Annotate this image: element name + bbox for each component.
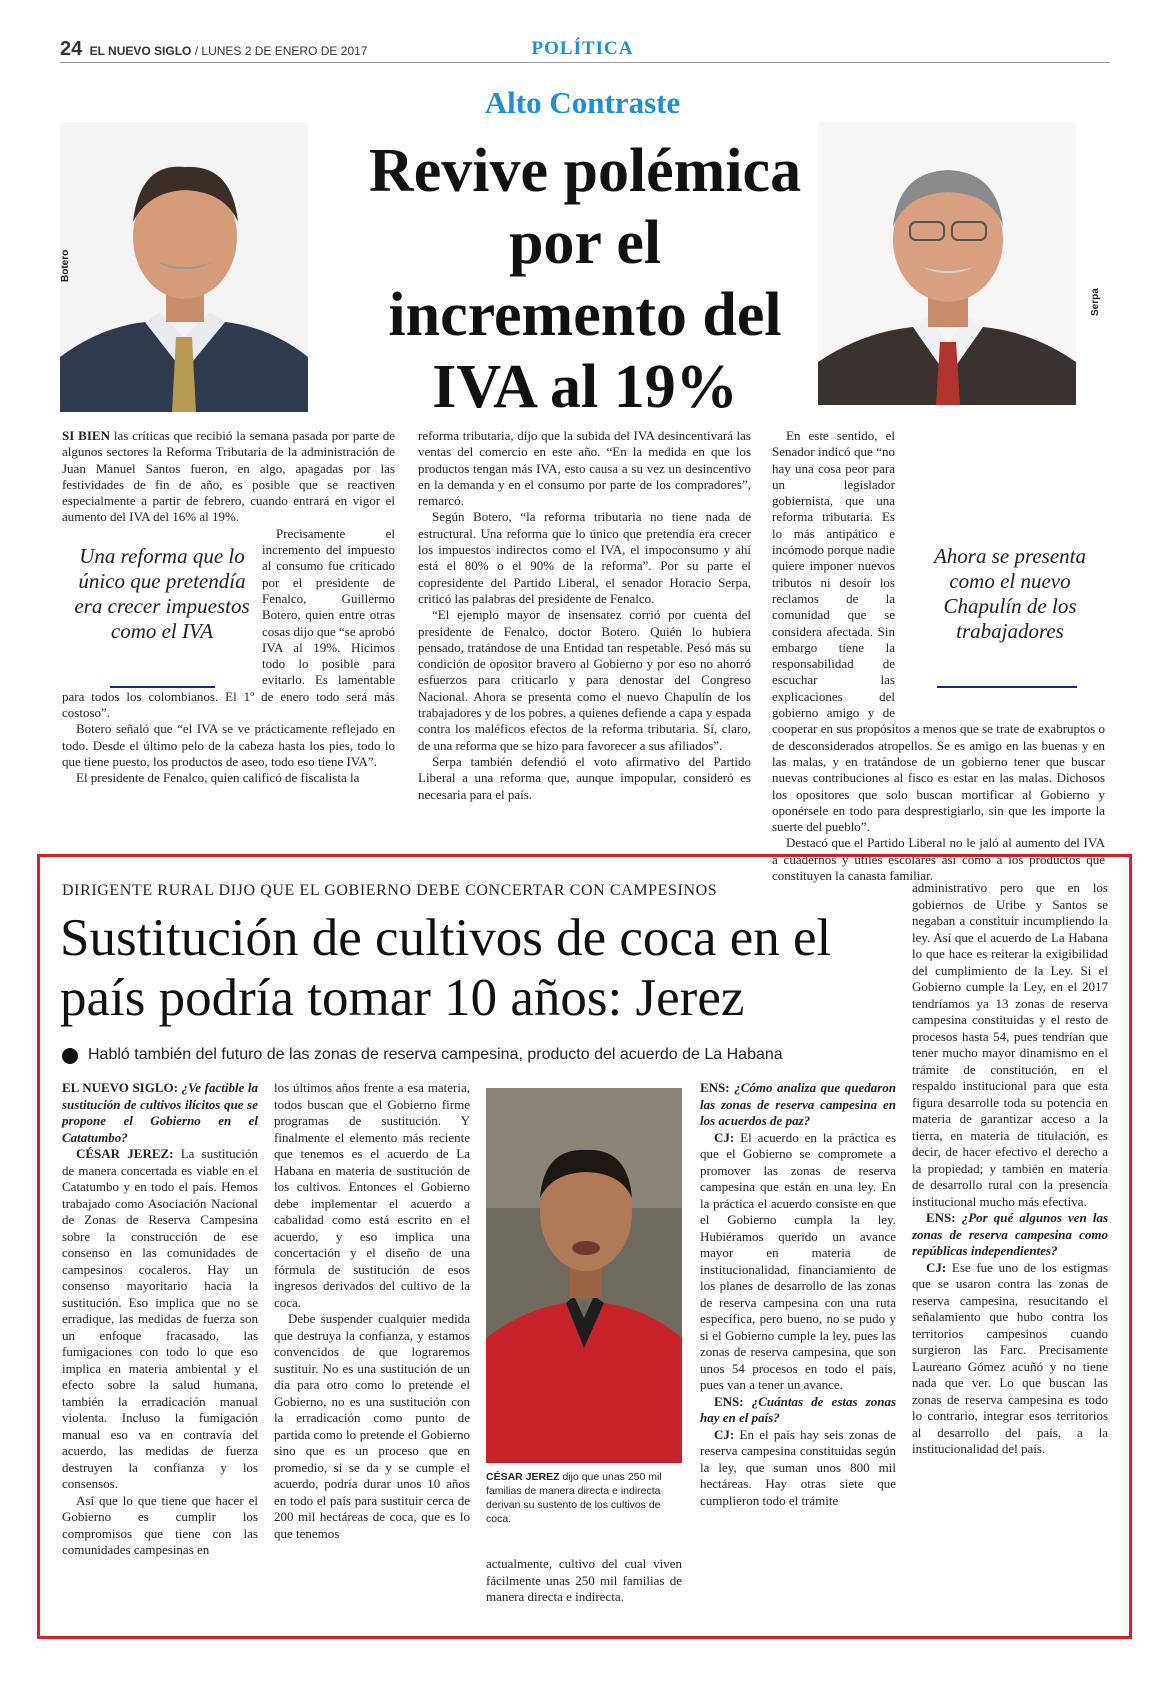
question-text: ¿Por qué algunos ven las zonas de reserva campesina como repúblicas independientes? <box>912 1210 1108 1258</box>
article1-paragraph: En este sentido, el Senador indicó que “no hay una cosa peor para un legislador gobiernista, que una reforma tributaria. Es lo más antipático e incómodo porque nadie quiere imponer nuevos tributos ni desoír los reclamos de la comunidad que se considera afectada. Sin embargo tiene la responsabilidad de escuchar las explicaciones del gobierno amigo y de cooperar en sus propósitos a menos que se trate de exabruptos o de desconsiderados atropellos. Se es amigo en las buenas y en las malas, y en tratándose de un gobierno tener que buscar nuevas contribuciones al fisco es estar en las malas. Dichosos los opositores que solo buscan mortificar al Gobierno y oponérsele en todo para desprestigiarlo, sin que les importe la suerte del pueblo”. <box>772 428 1105 835</box>
issue-date: / LUNES 2 DE ENERO DE 2017 <box>194 44 368 58</box>
article2-column-5 <box>912 880 1108 1458</box>
article1-kicker: Alto Contraste <box>484 85 681 120</box>
article1-paragraph: Botero señaló que “el IVA se ve prácticamente reflejado en todo. Desde el último pelo de la cabeza hasta los pies, todo lo que tiene puesto, los productos de aseo, todo eso tiene IVA”. <box>62 721 395 769</box>
page-number: 24 <box>60 38 83 60</box>
question-text: ¿Cómo analiza que quedaron las zonas de reserva campesina en los acuerdos de paz? <box>700 1080 896 1128</box>
article2-paragraph: Debe suspender cualquier medida que destruya la confianza, y estamos convencidos de que lograremos sustituir. No es una sustitución de un día para otro como lo pretende el Gobierno, no es una sustitución con la erradicación como punto de partida como lo pretende el Gobierno sino que es un proceso que en promedio, si se da y se cumple el acuerdo, podría durar unos 10 años en todo el país para sustituir cerca de 200 mil hectáreas de coca, que es lo que tenemos <box>274 1311 470 1541</box>
answer-label: CÉSAR JEREZ: <box>76 1146 174 1161</box>
jerez-photo-caption <box>486 1470 682 1526</box>
question-text: ¿Ve factible la sustitución de cultivos ilícitos que se propone el Gobierno en el Catatumbo? <box>62 1080 259 1145</box>
article1-paragraph: Serpa también defendió el voto afirmativo del Partido Liberal a una reforma que, aunque impopular, consideró es necesaria para el país. <box>418 753 751 802</box>
article2-column-2 <box>274 1080 470 1542</box>
article2-paragraph: actualmente, cultivo del cual viven fácilmente unas 250 mil familias de manera directa e indirecta. <box>486 1556 682 1604</box>
pullquote-left-rule <box>110 686 215 688</box>
article2-paragraph: los últimos años frente a esa materia, todos buscan que el Gobierno firme programas de sustitución. Y finalmente el elemento más reciente que tenemos es el acuerdo de La Habana en materia de sustitución de los cultivos. Entonces el Gobierno debe implementar el acuerdo a cabalidad como está escrito en el acuerdo, y eso implica una concertación y el diseño de una fórmula de sustitución de esos ingresos derivados del cultivo de la coca. <box>274 1080 470 1310</box>
article1-paragraph: El presidente de Fenalco, quien calificó de fiscalista la <box>76 770 360 786</box>
article1-headline: Revive polémica por el incremento del IVA al 19% <box>368 137 802 421</box>
article1-paragraph: “El ejemplo mayor de insensatez corrió por cuenta del presidente de Fenalco, doctor Botero. Quién lo hubiera pensado, tratándose de una Entidad tan respetable. Pesó más su condición de opositor bravero al Gobierno y por eso no ahorró esfuerzos para criticarlo y para denostar del Congreso Nacional. Ahora se presenta como el nuevo Chapulín de los trabajadores y de los pobres, a quienes defiende a capa y espada contra los maléficos efectos de la reforma tributaria. Sí, claro, de una reforma que se hizo para favorecer a sus afiliados”. <box>418 607 751 753</box>
question-text: ¿Cuántas de estas zonas hay en el país? <box>700 1393 897 1425</box>
subhead-bullet-icon <box>62 1048 78 1064</box>
article2-column-1 <box>62 1080 258 1559</box>
answer-text: La sustitución de manera concertada es viable en el Catatumbo y en todo el país. Hemos trabajado como Asociación Nacional de Zonas de Reserva Campesina sobre la construcción de ese consenso en las comunidades de campesinos cocaleros. Hay un consenso mayoritario hacia la sustitución. Eso implica que no se erradique, las medidas de fuerza son un enfoque fracasado, las fumigaciones con todo lo que eso implica en materia ambiental y el efecto sobre la salud humana, también la erradicación manual violenta. Incluso la fumigación manual eso va en contravía del acuerdo, las medidas de fuerza destruyen la confianza y los consensos. <box>62 1146 258 1491</box>
article1-column-3 <box>772 428 1105 884</box>
answer-text: El acuerdo en la práctica es que el Gobierno se compromete a promover las zonas de reserva campesina que están en una ley. En la práctica el acuerdo consiste en que el Gobierno cumpla la ley. Hubiéramos querido un avance mayor en materia de institucionalidad, financiamiento de los planes de desarrollo de las zonas de reserva campesina con una ruta específica, pero bueno, no se pudo y si el Gobierno cumple la ley, pues las zonas de reserva campesina, que son unos 54 procesos en todo el país, pues van a tener un avance. <box>700 1129 897 1392</box>
article2-paragraph: Así que lo que tiene que hacer el Gobierno es cumplir los compromisos que tiene con las comunidades campesinas en <box>62 1492 258 1557</box>
serpa-portrait <box>818 122 1076 405</box>
question-label: ENS: <box>714 1393 744 1409</box>
newspaper-name: EL NUEVO SIGLO <box>89 44 192 58</box>
question-label: EL NUEVO SIGLO: <box>62 1080 178 1095</box>
article2-column-3 <box>486 1556 682 1606</box>
article2-column-4 <box>700 1080 896 1509</box>
article1-paragraph: reforma tributaria, dijo que la subida del IVA desincentivará las ventas del comercio en este año. “En la medida en que los productos tengan más IVA, esto causa a su vez un desincentivo en la demanda y en el consumo por parte de los compradores”, remarcó. <box>418 428 751 509</box>
article1-lead: SI BIEN <box>62 428 110 443</box>
question-label: ENS: <box>926 1210 956 1225</box>
answer-text: Ese fue uno de los estigmas que se usaron contra las zonas de reserva campesina, resucitando el señalamiento que hubo contra los territorios campesinos cuando surgieron las Farc. Precisamente Laureano Gómez acuñó y no tiene nada que ver. Lo que buscan las zonas de reserva campesina es todo lo contrario, integrar esos territorios al desarrollo del país, a la institucionalidad del país. <box>912 1259 1109 1456</box>
answer-label: CJ: <box>714 1129 735 1145</box>
article1-paragraph: Destacó que el Partido Liberal no le jaló al aumento del IVA a cuadernos y útiles escolares así como a los productos que constituyen la canasta familiar. <box>772 835 1105 884</box>
botero-portrait <box>60 122 308 412</box>
article1-column-2 <box>418 428 751 803</box>
article2-paragraph: administrativo pero que en los gobiernos de Uribe y Santos se negaban a constituir incumpliendo la ley. Así que el acuerdo de La Habana lo que hace es reiterar la exigibilidad del cumplimiento de la Ley. Si el Gobierno cumple la Ley, en el 2017 tendríamos ya 13 zonas de reserva campesina constituidas y el resto de procesos hasta 54, pues tendrían que tener mucho mayor dinamismo en el trámite de constitución, en el respaldo institucional para que esta figura desarrolle toda su potencia en materia de garantizar acceso a la tierra, en materia de titulación, es decir, de hacer efectivo el derecho a la propiedad; y también en materia de desarrollo rural con la presencia institucional mucho más efectiva. <box>912 880 1108 1209</box>
serpa-photo-caption: Serpa <box>1090 288 1101 316</box>
answer-label: CJ: <box>926 1259 947 1275</box>
article1-paragraph: las críticas que recibió la semana pasada por parte de algunos sectores la Reforma Tributaria de la administración de Juan Manuel Santos fueron, en algo, apagadas por las festividades de fin de año, es posible que se reactiven especialmente a partir de febrero, cuando entrará en vigor el aumento del IVA del 16% al 19%. <box>62 428 395 525</box>
jerez-photo <box>486 1088 682 1463</box>
article2-subhead: Habló también del futuro de las zonas de reserva campesina, producto del acuerdo de La Habana <box>88 1046 783 1063</box>
caption-name: CÉSAR JEREZ <box>486 1471 560 1483</box>
article2-kicker: DIRIGENTE RURAL DIJO QUE EL GOBIERNO DEBE CONCERTAR CON CAMPESINOS <box>62 882 718 899</box>
article1-paragraph: Según Botero, “la reforma tributaria no tiene nada de estructural. Una reforma que lo único que pretendía era crecer los impuestos indirectos como el IVA, el impoconsumo y ahí está el 80% o el 90% de la reforma”. Por su parte el copresidente del Partido Liberal, el senador Horacio Serpa, criticó las palabras del presidente de Fenalco. <box>418 509 751 606</box>
article2-headline: Sustitución de cultivos de coca en el país podría tomar 10 años: Jerez <box>60 909 832 1027</box>
pullquote-right: Ahora se presenta como el nuevo Chapulín de los trabajadores <box>933 544 1087 643</box>
pullquote-right-rule <box>937 686 1077 688</box>
question-label: ENS: <box>700 1080 730 1095</box>
header-divider <box>60 62 1110 63</box>
botero-photo-caption: Botero <box>60 249 71 282</box>
article1-paragraph: Precisamente el incremento del impuesto al consumo fue criticado por el presidente de Fenalco, Guillermo Botero, quien entre otras cosas dijo que “se aprobó IVA al 19%. Hicimos todo lo posible para evitarlo. Es lamentable para todos los colombianos. El 1º de enero todo será más costoso”. <box>62 525 395 721</box>
section-title: POLÍTICA <box>531 38 634 59</box>
answer-label: CJ: <box>714 1426 735 1442</box>
caption-text: dijo que unas 250 mil familias de manera directa e indirecta derivan su sustento de los cultivos de coca. <box>486 1471 662 1525</box>
answer-text: En el país hay seis zonas de reserva campesina constituidas según la ley, que suman unos 800 mil hectáreas. Hay otras siete que cumplieron todo el trámite <box>700 1426 897 1508</box>
pullquote-left: Una reforma que lo único que pretendía era crecer impuestos como el IVA <box>74 544 250 643</box>
